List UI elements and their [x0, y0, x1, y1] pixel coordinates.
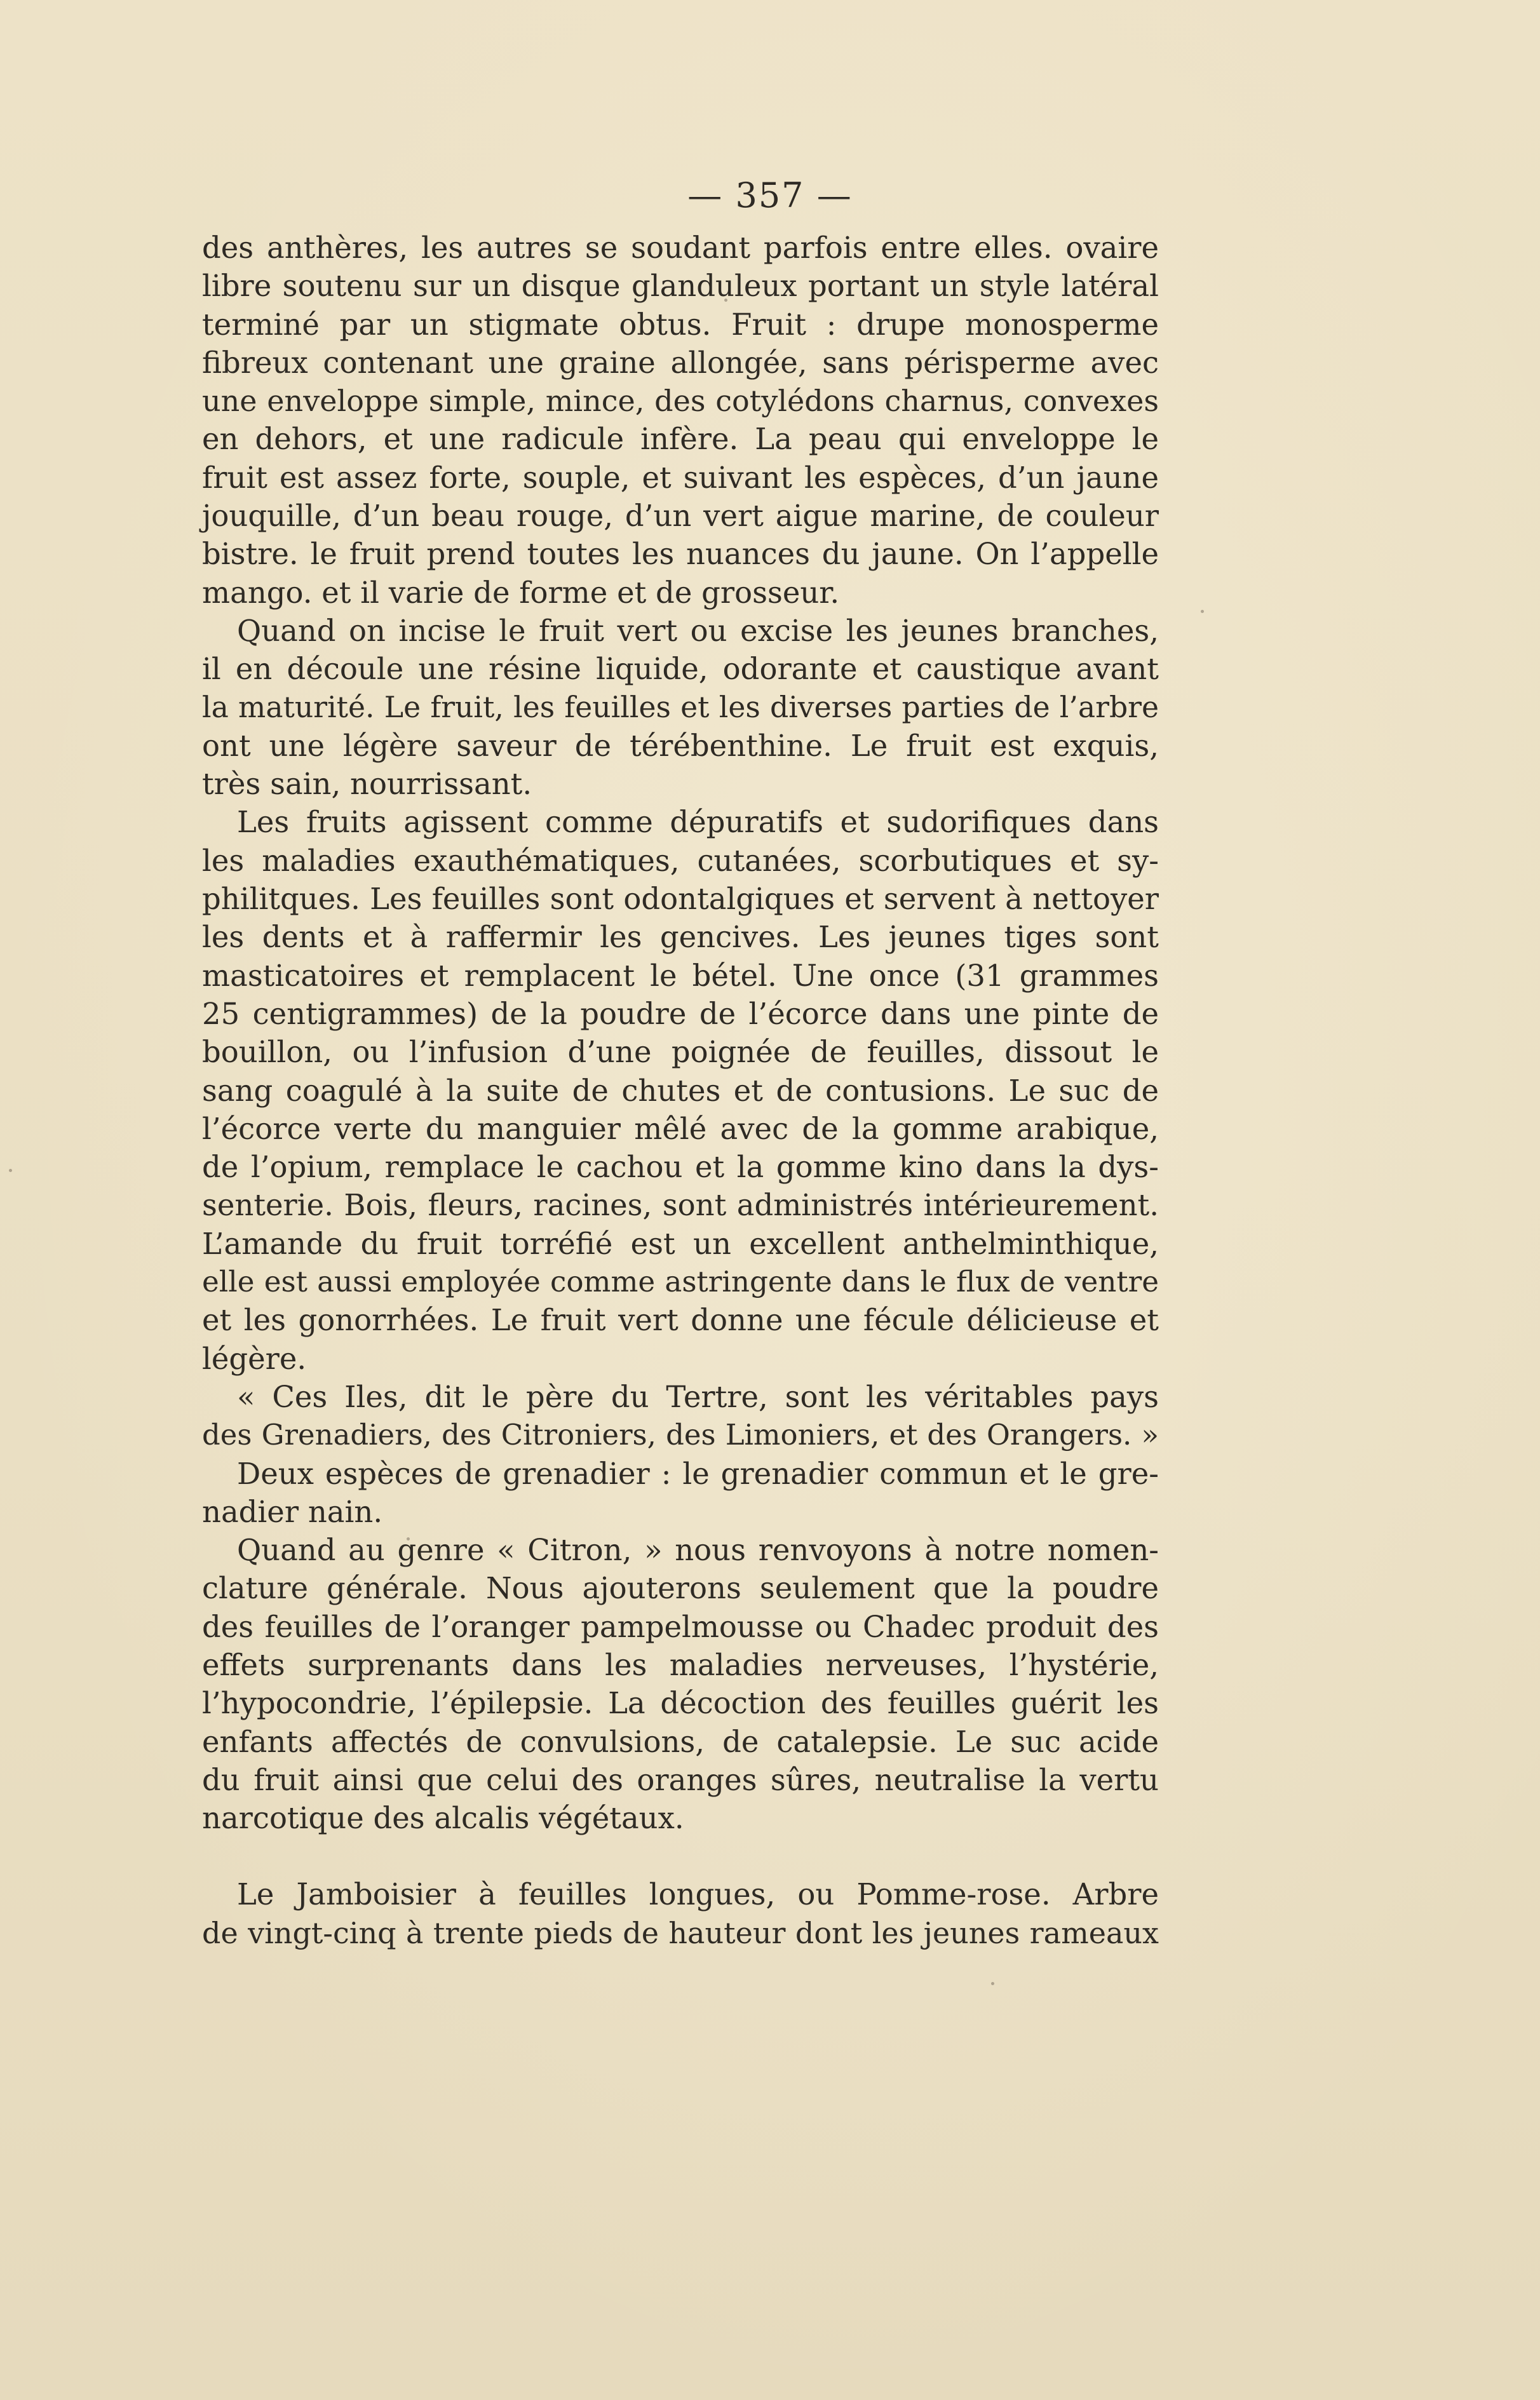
text-line: Le Jamboisier à feuilles longues, ou Pomme-rose. Arbre	[237, 1877, 1159, 1912]
paper-speck	[9, 1169, 12, 1172]
text-line: effets surprenants dans les maladies nerveuses, l’hystérie,	[202, 1647, 1159, 1682]
text-line: enfants affectés de convulsions, de catalepsie. Le suc acide	[202, 1724, 1159, 1759]
paper-speck	[407, 1537, 410, 1540]
text-line: très sain, nourrissant.	[202, 767, 532, 802]
text-line: bistre. le fruit prend toutes les nuances du jaune. On l’appelle	[202, 537, 1159, 572]
text-line: Quand on incise le fruit vert ou excise les jeunes branches,	[237, 613, 1159, 648]
text-line: et les gonorrhées. Le fruit vert donne une fécule délicieuse et	[202, 1303, 1159, 1338]
text-line: 25 centigrammes) de la poudre de l’écorce dans une pinte de	[202, 996, 1159, 1031]
text-line: fibreux contenant une graine allongée, sans périsperme avec	[202, 345, 1159, 380]
text-line: fruit est assez forte, souple, et suivant les espèces, d’un jaune	[202, 460, 1159, 495]
text-line: masticatoires et remplacent le bétel. Une once (31 grammes	[202, 958, 1159, 993]
text-line: les maladies exauthématiques, cutanées, scorbutiques et sy-	[202, 843, 1159, 878]
paper-speck	[991, 1982, 994, 1985]
text-line: des anthères, les autres se soudant parfois entre elles. ovaire	[202, 231, 1159, 265]
text-line: nadier nain.	[202, 1494, 383, 1529]
text-line: bouillon, ou l’infusion d’une poignée de feuilles, dissout le	[202, 1035, 1159, 1070]
text-line: sang coagulé à la suite de chutes et de contusions. Le suc de	[202, 1073, 1159, 1108]
paragraph-gap	[202, 1837, 1159, 1875]
text-line: une enveloppe simple, mince, des cotylédons charnus, convexes	[202, 384, 1159, 419]
text-line: narcotique des alcalis végétaux.	[202, 1801, 684, 1836]
text-line: la maturité. Le fruit, les feuilles et les diverses parties de l’arbre	[202, 690, 1159, 724]
paper-speck	[1201, 610, 1204, 613]
text-line: mango. et il varie de forme et de grosseur.	[202, 575, 840, 610]
text-line: Les fruits agissent comme dépuratifs et sudorifiques dans	[237, 805, 1159, 840]
text-line: des Grenadiers, des Citroniers, des Limoniers, et des Orangers. »	[202, 1418, 1159, 1452]
text-line: l’écorce verte du manguier mêlé avec de la gomme arabique,	[202, 1111, 1159, 1146]
text-line: jouquille, d’un beau rouge, d’un vert aigue marine, de couleur	[202, 499, 1159, 534]
text-line: libre soutenu sur un disque glanduleux portant un style latéral	[202, 269, 1159, 304]
text-line: elle est aussi employée comme astringente dans le flux de ventre	[202, 1265, 1159, 1299]
text-line: « Ces Iles, dit le père du Tertre, sont les véritables pays	[237, 1379, 1159, 1414]
text-line: Deux espèces de grenadier : le grenadier commun et le gre-	[237, 1456, 1159, 1491]
text-line: les dents et à raffermir les gencives. Les jeunes tiges sont	[202, 920, 1159, 955]
text-line: Quand au genre « Citron, » nous renvoyons à notre nomen-	[237, 1533, 1159, 1568]
text-line: terminé par un stigmate obtus. Fruit : drupe monosperme	[202, 307, 1159, 342]
text-line: philitques. Les feuilles sont odontalgiques et servent à nettoyer	[202, 882, 1159, 917]
text-line: de l’opium, remplace le cachou et la gomme kino dans la dys-	[202, 1150, 1159, 1185]
text-line: des feuilles de l’oranger pampelmousse ou Chadec produit des	[202, 1609, 1159, 1644]
body-text	[202, 229, 1159, 1952]
text-line: clature générale. Nous ajouterons seulement que la poudre	[202, 1571, 1159, 1606]
text-line: il en découle une résine liquide, odorante et caustique avant	[202, 652, 1159, 687]
page-number: — 357 —	[687, 175, 853, 215]
text-line: l’hypocondrie, l’épilepsie. La décoction des feuilles guérit les	[202, 1686, 1159, 1721]
text-line: de vingt-cinq à trente pieds de hauteur dont les jeunes rameaux	[202, 1915, 1159, 1950]
text-line: L’amande du fruit torréfié est un excellent anthelminthique,	[202, 1226, 1159, 1261]
text-line: ont une légère saveur de térébenthine. Le fruit est exquis,	[202, 728, 1159, 763]
text-line: du fruit ainsi que celui des oranges sûres, neutralise la vertu	[202, 1762, 1159, 1797]
text-line: en dehors, et une radicule infère. La peau qui enveloppe le	[202, 422, 1159, 457]
text-line: légère.	[202, 1341, 307, 1376]
paper-speck	[724, 299, 727, 302]
text-line: senterie. Bois, fleurs, racines, sont administrés intérieurement.	[202, 1188, 1159, 1223]
